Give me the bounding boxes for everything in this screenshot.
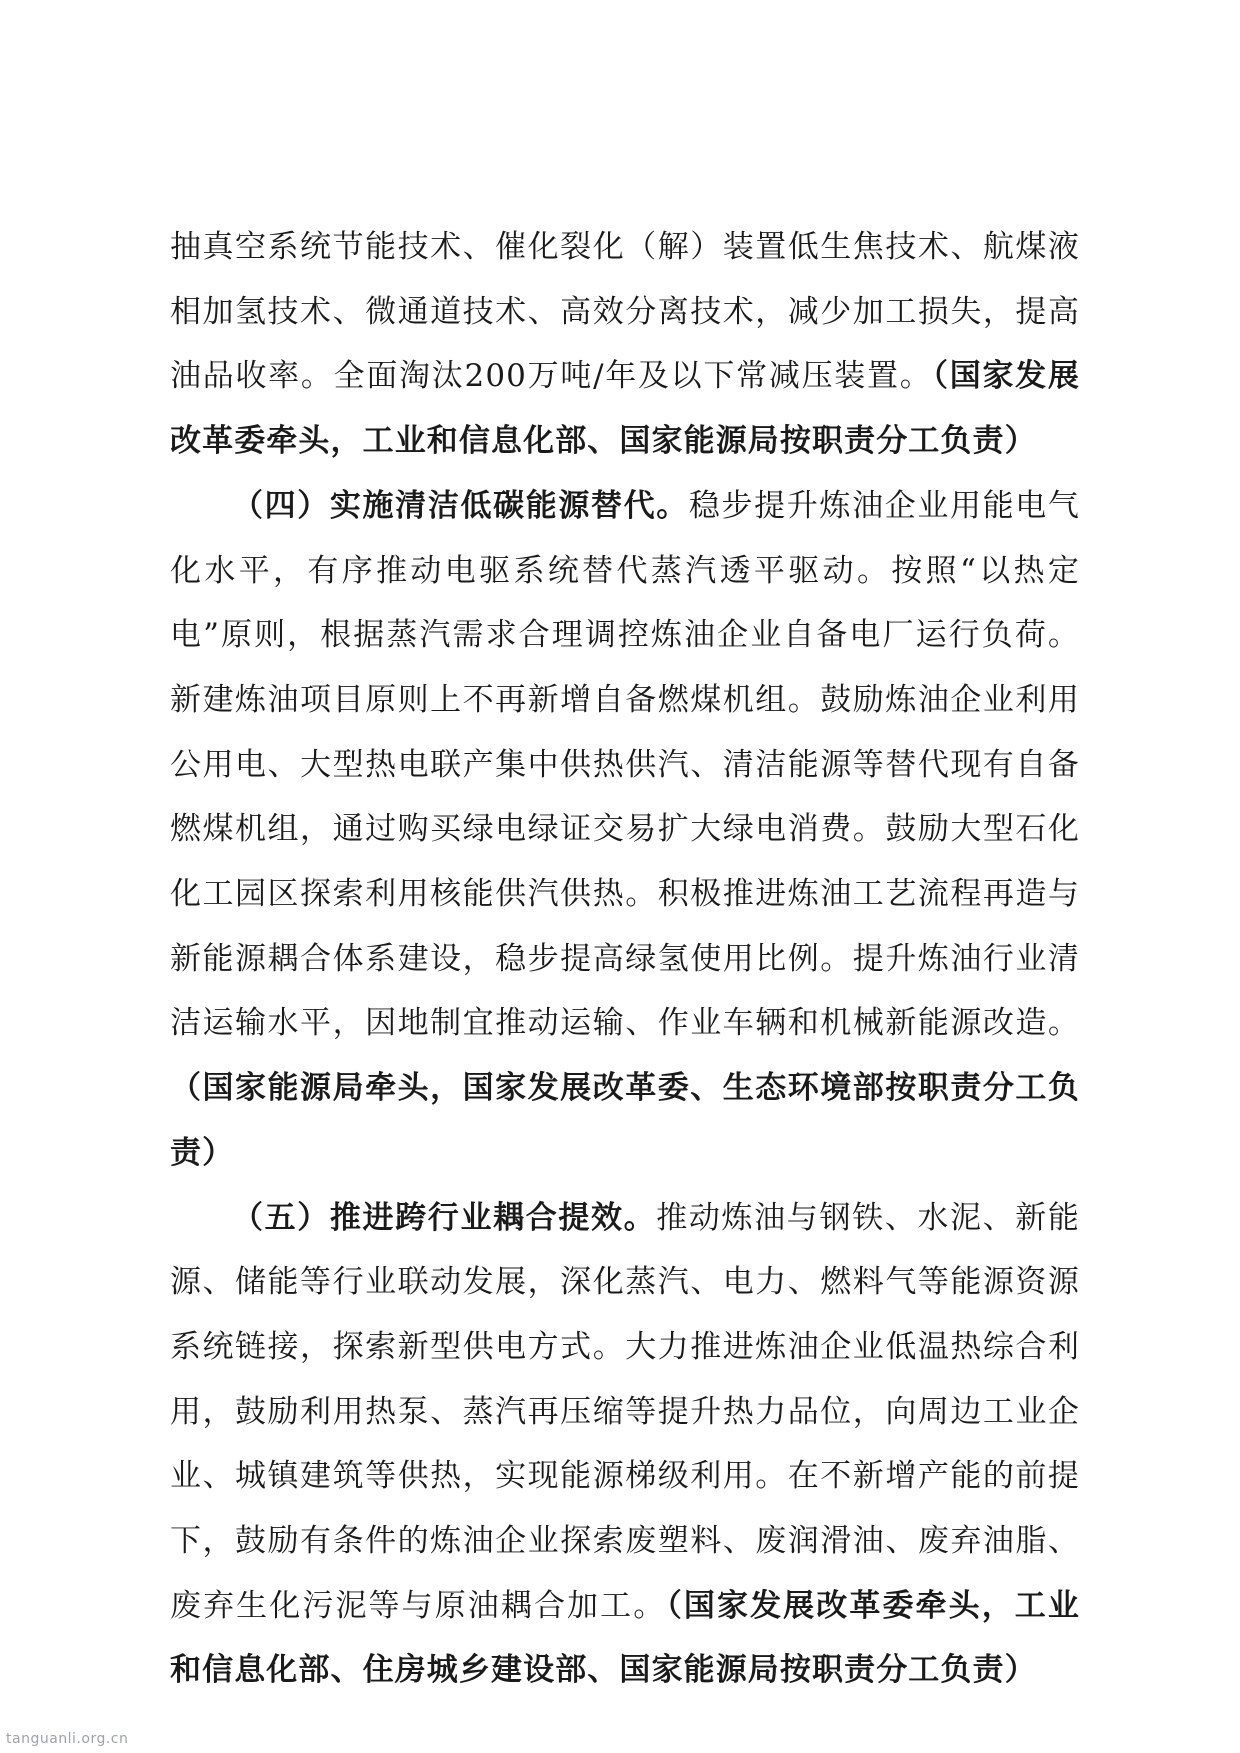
paragraph-continuation [170,215,1080,474]
responsibility-note: （国家发展改革委牵头，工业和信息化部、国家能源局按职责分工负责） [170,358,1080,460]
paragraph-section-5 [170,1186,1080,1704]
paragraph-text: 稳步提升炼油企业用能电气化水平，有序推动电驱系统替代蒸汽透平驱动。按照“以热定电”原则，根据蒸汽需求合理调控炼油企业自备电厂运行负荷。新建炼油项目原则上不再新增自备燃煤机组。鼓励炼油企业利用公用电、大型热电联产集中供热供汽、清洁能源等替代现有自备燃煤机组，通过购买绿电绿证交易扩大绿电消费。鼓励大型石化化工园区探索利用核能供汽供热。积极推进炼油工艺流程再造与新能源耦合体系建设，稳步提高绿氢使用比例。提升炼油行业清洁运输水平，因地制宜推动运输、作业车辆和机械新能源改造。 [170,487,1080,1042]
watermark: tanguanli.org.cn [6,1731,129,1747]
paragraph-text: 抽真空系统节能技术、催化裂化（解）装置低生焦技术、航煤液相加氢技术、微通道技术、高效分离技术，减少加工损失，提高油品收率。全面淘汰200万吨/年及以下常减压装置。 [170,229,1080,395]
paragraph-section-4 [170,474,1080,1186]
section-heading: （五）推进跨行业耦合提效。 [232,1199,657,1236]
paragraph-text: 推动炼油与钢铁、水泥、新能源、储能等行业联动发展，深化蒸汽、电力、燃料气等能源资源系统链接，探索新型供电方式。大力推进炼油企业低温热综合利用，鼓励利用热泵、蒸汽再压缩等提升热力品位，向周边工业企业、城镇建筑等供热，实现能源梯级利用。在不新增产能的前提下，鼓励有条件的炼油企业探索废塑料、废润滑油、废弃油脂、废弃生化污泥等与原油耦合加工。 [170,1199,1080,1624]
section-heading: （四）实施清洁低碳能源替代。 [232,487,689,524]
document-body [170,215,1080,1703]
responsibility-note: （国家发展改革委牵头，工业和信息化部、住房城乡建设部、国家能源局按职责分工负责） [170,1587,1080,1689]
responsibility-note: （国家能源局牵头，国家发展改革委、生态环境部按职责分工负责） [170,1070,1080,1171]
